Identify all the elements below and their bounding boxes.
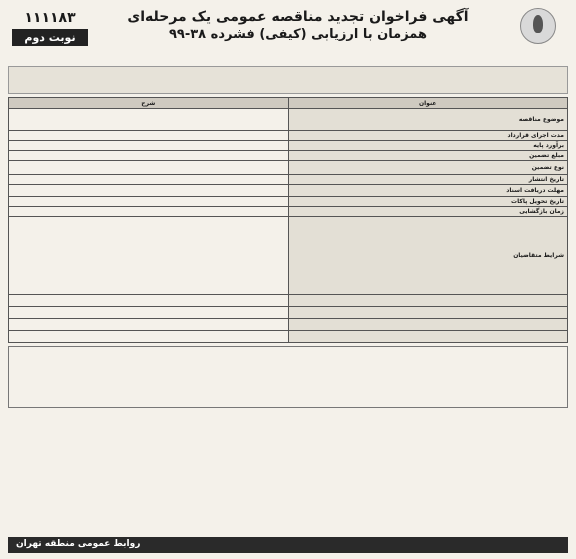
- row-value: [9, 185, 289, 197]
- notice-title: [98, 8, 498, 43]
- row-value: [9, 109, 289, 131]
- col-header-title: عنوان: [288, 98, 568, 109]
- table-row: [9, 197, 568, 207]
- row-value: [9, 141, 289, 151]
- row-label: [288, 295, 568, 307]
- row-label: تاریخ انتشار: [288, 175, 568, 185]
- footer-company: روابط عمومی منطقه تهران: [16, 539, 141, 549]
- row-value: [9, 151, 289, 161]
- row-label: مبلغ تضمین: [288, 151, 568, 161]
- table-row: [9, 141, 568, 151]
- notice-number: ۱۱۱۱۸۳: [24, 10, 76, 26]
- row-value: [9, 331, 289, 343]
- table-row: [9, 331, 568, 343]
- row-value: [9, 161, 289, 175]
- table-header-row: [9, 98, 568, 109]
- row-label: [288, 307, 568, 319]
- row-label: شرایط متقاضیان: [288, 217, 568, 295]
- title-line-2: همزمان با ارزیابی (کیفی) فشرده ۳۸-۹۹: [168, 27, 428, 42]
- table-row: [9, 161, 568, 175]
- row-label: [288, 331, 568, 343]
- table-row: [9, 319, 568, 331]
- row-label: مدت اجرای قرارداد: [288, 131, 568, 141]
- row-value: [9, 295, 289, 307]
- footer-bar: [8, 537, 568, 553]
- row-label: زمان بازگشایی: [288, 207, 568, 217]
- row-value: [9, 131, 289, 141]
- row-label: نوع تضمین: [288, 161, 568, 175]
- intro-paragraph: [8, 66, 568, 94]
- table-row: [9, 175, 568, 185]
- notice-header: [8, 6, 568, 64]
- notes-section: [8, 346, 568, 408]
- tender-table: [8, 97, 568, 343]
- row-label: تاریخ تحویل پاکات: [288, 197, 568, 207]
- table-row: [9, 131, 568, 141]
- row-label: مهلت دریافت اسناد: [288, 185, 568, 197]
- row-value: [9, 197, 289, 207]
- table-row: [9, 109, 568, 131]
- row-label: موضوع مناقصه: [288, 109, 568, 131]
- row-label: برآورد پایه: [288, 141, 568, 151]
- table-row: [9, 207, 568, 217]
- table-row: [9, 307, 568, 319]
- company-logo: [510, 8, 566, 60]
- table-row: [9, 295, 568, 307]
- row-value: [9, 175, 289, 185]
- row-value: [9, 307, 289, 319]
- table-row: [9, 217, 568, 295]
- flame-emblem-icon: [520, 8, 556, 44]
- notice-badge: [12, 10, 88, 46]
- publication-turn: نوبت دوم: [12, 29, 88, 46]
- row-value: [9, 319, 289, 331]
- col-header-description: شرح: [9, 98, 289, 109]
- table-row: [9, 185, 568, 197]
- row-label: [288, 319, 568, 331]
- table-row: [9, 151, 568, 161]
- row-value: [9, 207, 289, 217]
- title-line-1: آگهی فراخوان تجدید مناقصه عمومی یک مرحله‌ای: [127, 9, 469, 25]
- row-value: [9, 217, 289, 295]
